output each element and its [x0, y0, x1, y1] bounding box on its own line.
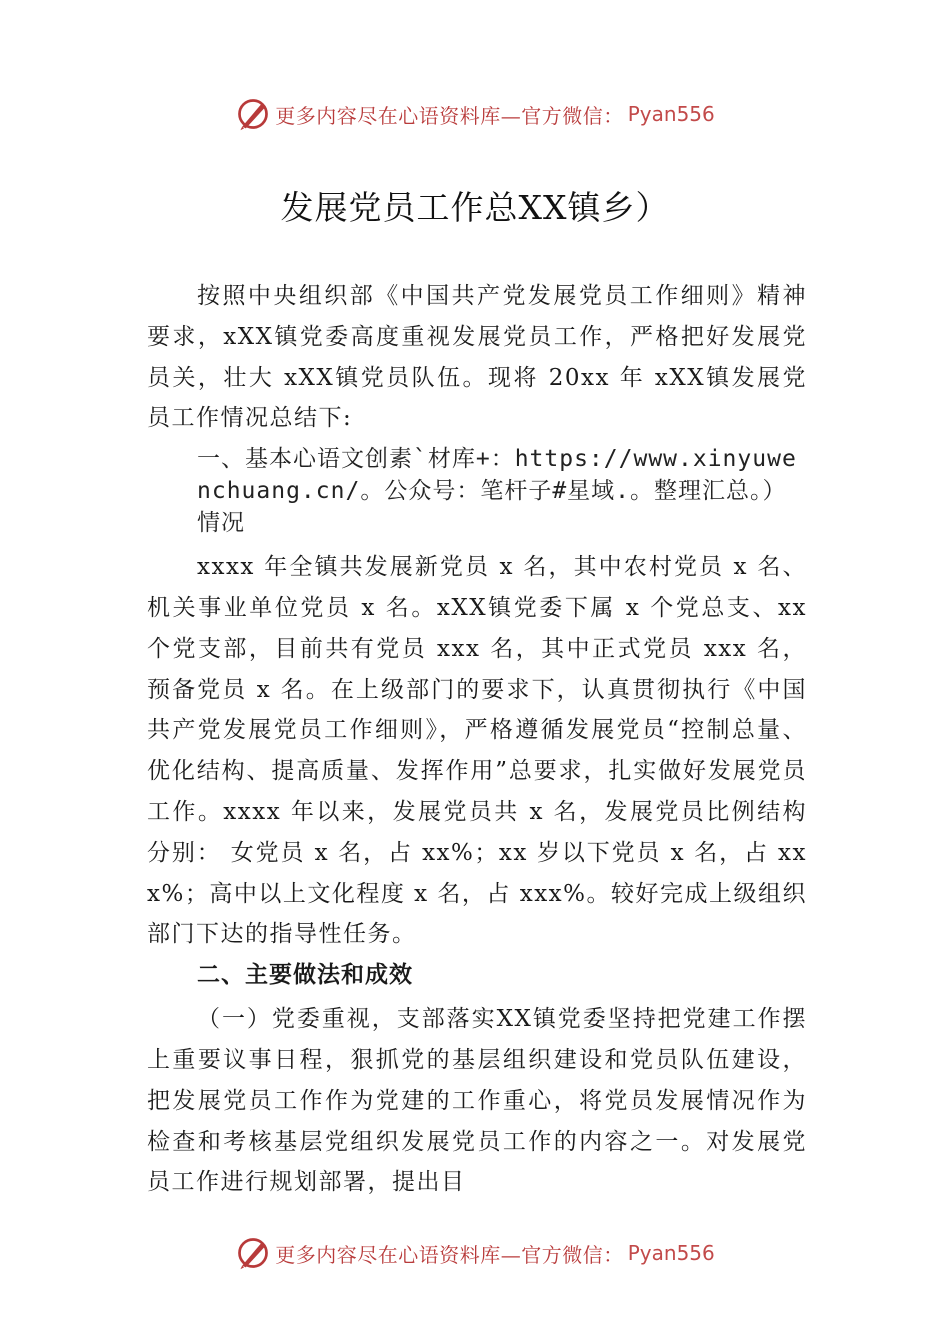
section1-paragraph: xxxx 年全镇共发展新党员 x 名，其中农村党员 x 名、机关事业单位党员 x 名。xXX镇党委下属 x 个党总支、xx 个党支部，目前共有党员 xxx 名，其中正式党员 xxx 名，预备党员 x 名。在上级部门的要求下，认真贯彻执行《中国共产党发展党员工作细则》，严格遵循发展党员“控制总量、优化结构、提高质量、发挥作用”总要求，扎实做好发展党员工作。xxxx 年以来，发展党员共 x 名，发展党员比例结构分别： 女党员 x 名，占 xx%；xx 岁以下党员 x 名，占 xxx%；高中以上文化程度 x 名，占 xxx%。较好完成上级组织部门下达的指导性任务。: [147, 554, 807, 948]
watermark-id: Pyan556: [627, 102, 715, 126]
watermark-header: [0, 94, 950, 134]
pen-logo-icon: [235, 96, 271, 132]
pen-logo-icon: [235, 1235, 271, 1271]
section2-paragraph: （一）党委重视，支部落实XX镇党委坚持把党建工作摆上重要议事日程，狠抓党的基层组织建设和党员队伍建设，把发展党员工作作为党建的工作重心，将党员发展情况作为检查和考核基层党组织发展党员工作的内容之一。对发展党员工作进行规划部署，提出目: [147, 1006, 807, 1196]
document-title: 发展党员工作总XX镇乡）: [280, 188, 670, 227]
document-body: [147, 276, 807, 1203]
intro-paragraph: 按照中央组织部《中国共产党发展党员工作细则》精神要求，xXX镇党委高度重视发展党员工作，严格把好发展党员关，壮大 xXX镇党员队伍。现将 20xx 年 xXX镇发展党员工作情况总结下:: [147, 283, 807, 432]
section1-heading: 一、基本心语文创素`材库+：https://www.xinyuwenchuang.cn/。公众号：笔杆子#星域.。整理汇总。）情况: [197, 446, 797, 537]
watermark-text: 更多内容尽在心语资料库—官方微信：: [275, 103, 624, 128]
watermark-text: 更多内容尽在心语资料库—官方微信：: [275, 1242, 624, 1267]
watermark-id: Pyan556: [627, 1241, 715, 1265]
section2-heading: 二、主要做法和成效: [197, 962, 413, 989]
watermark-footer: [0, 1233, 950, 1273]
